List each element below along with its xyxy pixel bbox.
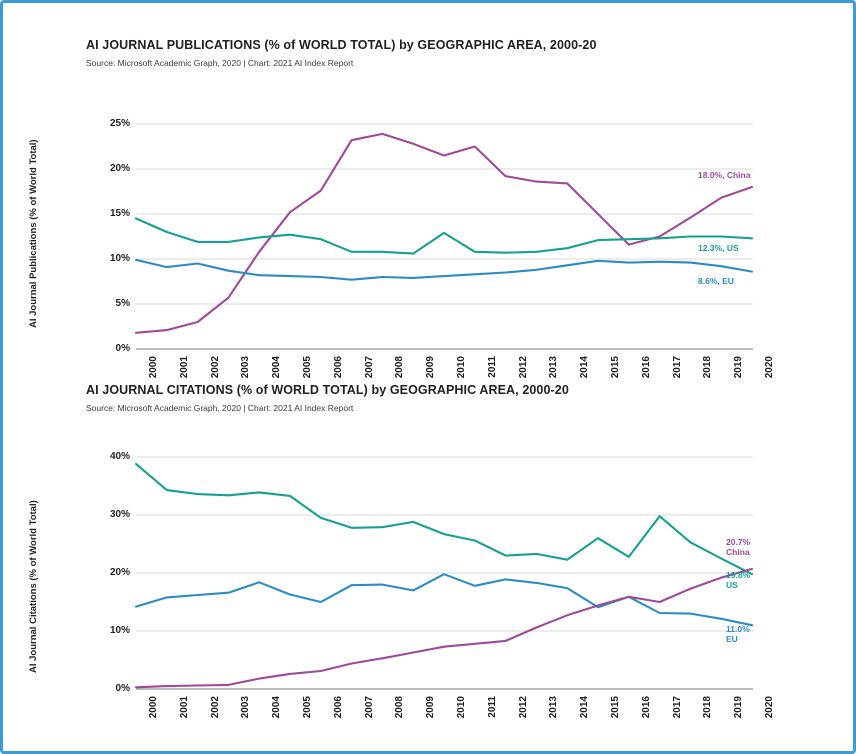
xtick-5: 2005 xyxy=(302,696,313,719)
xtick-1: 2001 xyxy=(178,696,190,719)
xtick-11: 2011 xyxy=(486,696,498,718)
xtick-11: 2011 xyxy=(486,356,498,378)
xtick-12: 2012 xyxy=(517,696,529,719)
chart-citations-title: AI JOURNAL CITATIONS (% of WORLD TOTAL) by GEOGRAPHIC AREA, 2000-20 xyxy=(86,383,569,397)
report-page xyxy=(8,8,848,746)
xtick-14: 2014 xyxy=(579,356,591,379)
chart-publications-eu-label: 8.6%, EU xyxy=(698,276,734,286)
chart-publications-us-label: 12.3%, US xyxy=(698,243,739,253)
chart-citations-china-name: China xyxy=(726,546,750,557)
xtick-16: 2016 xyxy=(640,356,652,379)
xtick-16: 2016 xyxy=(640,696,652,719)
xtick-15: 2015 xyxy=(610,696,621,719)
xtick-13: 2013 xyxy=(548,356,560,379)
xtick-0: 2000 xyxy=(148,356,159,379)
xtick-8: 2008 xyxy=(394,356,406,379)
chart-publications-y-axis-title: AI Journal Publications (% of World Total) xyxy=(28,139,39,328)
xtick-10: 2010 xyxy=(456,356,467,379)
xtick-18: 2018 xyxy=(702,356,714,379)
ytick-4: 40% xyxy=(109,451,130,462)
chart-citations-y-axis-title: AI Journal Citations (% of World Total) xyxy=(28,500,39,673)
ytick-4: 20% xyxy=(109,163,130,174)
chart-citations-us-name: US xyxy=(726,579,738,590)
xtick-20: 2020 xyxy=(764,356,775,379)
ytick-2: 10% xyxy=(109,253,130,264)
xtick-19: 2019 xyxy=(733,696,745,719)
xtick-4: 2004 xyxy=(271,696,283,719)
ytick-3: 30% xyxy=(109,509,130,520)
xtick-6: 2006 xyxy=(332,356,344,379)
xtick-3: 2003 xyxy=(240,696,252,719)
xtick-5: 2005 xyxy=(302,356,313,379)
chart-publications-china-label: 18.0%, China xyxy=(698,170,751,180)
ytick-1: 5% xyxy=(115,298,130,309)
ytick-5: 25% xyxy=(109,118,130,129)
ytick-0: 0% xyxy=(115,343,130,354)
xtick-10: 2010 xyxy=(456,696,467,719)
chart-citations-eu-name: EU xyxy=(726,633,738,644)
chart-citations-plot xyxy=(8,383,848,743)
chart-citations-china-value: 20.7% xyxy=(726,537,751,547)
xtick-15: 2015 xyxy=(610,356,621,379)
chart-publications-plot xyxy=(8,38,848,378)
xtick-9: 2009 xyxy=(425,356,437,379)
xtick-17: 2017 xyxy=(671,356,683,379)
xtick-2: 2002 xyxy=(209,696,221,719)
xtick-9: 2009 xyxy=(425,696,437,719)
ytick-3: 15% xyxy=(109,208,130,219)
xtick-17: 2017 xyxy=(671,696,683,719)
xtick-8: 2008 xyxy=(394,696,406,719)
xtick-19: 2019 xyxy=(733,356,745,379)
xtick-13: 2013 xyxy=(548,696,560,719)
chart-publications xyxy=(8,38,848,378)
chart-citations-eu-value: 11.0% xyxy=(726,624,750,634)
xtick-4: 2004 xyxy=(271,356,283,379)
xtick-3: 2003 xyxy=(240,356,252,379)
chart-citations-us-label xyxy=(726,571,750,591)
chart-publications-source: Source: Microsoft Academic Graph, 2020 | Chart: 2021 AI Index Report xyxy=(86,58,354,68)
xtick-12: 2012 xyxy=(517,356,529,379)
chart-publications-title: AI JOURNAL PUBLICATIONS (% of WORLD TOTAL) by GEOGRAPHIC AREA, 2000-20 xyxy=(86,38,597,52)
chart-citations-source: Source: Microsoft Academic Graph, 2020 | Chart: 2021 AI Index Report xyxy=(86,403,354,413)
xtick-7: 2007 xyxy=(363,356,375,379)
chart-citations-eu-label xyxy=(726,625,750,645)
xtick-14: 2014 xyxy=(579,696,591,719)
chart-citations-us-value: 19.8% xyxy=(726,570,751,580)
chart-citations xyxy=(8,383,848,743)
xtick-7: 2007 xyxy=(363,696,375,719)
ytick-0: 0% xyxy=(115,683,130,694)
xtick-6: 2006 xyxy=(332,696,344,719)
xtick-2: 2002 xyxy=(209,356,221,379)
ytick-2: 20% xyxy=(109,567,130,578)
ytick-1: 10% xyxy=(109,625,130,636)
xtick-18: 2018 xyxy=(702,696,714,719)
xtick-20: 2020 xyxy=(764,696,775,719)
xtick-0: 2000 xyxy=(148,696,159,719)
xtick-1: 2001 xyxy=(178,356,190,379)
chart-citations-china-label xyxy=(726,538,750,558)
